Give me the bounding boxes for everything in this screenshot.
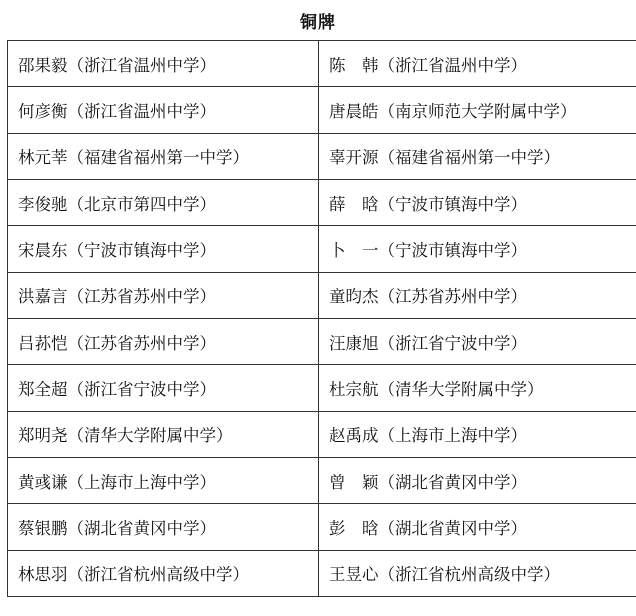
winner-cell: 林元莘（福建省福州第一中学） — [8, 133, 319, 179]
winner-cell: 薛 晗（宁波市镇海中学） — [319, 179, 636, 225]
table-row — [8, 550, 636, 596]
winner-cell: 郑全超（浙江省宁波中学） — [8, 365, 319, 411]
bronze-medal-table — [7, 40, 636, 597]
winner-cell: 林思羽（浙江省杭州高级中学） — [8, 550, 319, 596]
winner-cell: 邵果毅（浙江省温州中学） — [8, 41, 319, 87]
table-row — [8, 411, 636, 457]
winner-cell: 宋晨东（宁波市镇海中学） — [8, 226, 319, 272]
winner-cell: 李俊驰（北京市第四中学） — [8, 179, 319, 225]
winner-cell: 蔡银鹏（湖北省黄冈中学） — [8, 504, 319, 550]
winner-cell: 洪嘉言（江苏省苏州中学） — [8, 272, 319, 318]
winner-cell: 卜 一（宁波市镇海中学） — [319, 226, 636, 272]
winner-cell: 杜宗航（清华大学附属中学） — [319, 365, 636, 411]
winner-cell: 辜开源（福建省福州第一中学） — [319, 133, 636, 179]
table-row — [8, 318, 636, 364]
winner-cell: 何彦衡（浙江省温州中学） — [8, 87, 319, 133]
winner-cell: 赵禹成（上海市上海中学） — [319, 411, 636, 457]
table-row — [8, 504, 636, 550]
winner-cell: 王昱心（浙江省杭州高级中学） — [319, 550, 636, 596]
winner-cell: 陈 韩（浙江省温州中学） — [319, 41, 636, 87]
winner-cell: 汪康旭（浙江省宁波中学） — [319, 318, 636, 364]
winner-cell: 曾 颖（湖北省黄冈中学） — [319, 457, 636, 503]
table-row — [8, 272, 636, 318]
table-row — [8, 365, 636, 411]
winner-cell: 吕荪恺（江苏省苏州中学） — [8, 318, 319, 364]
winner-cell: 彭 晗（湖北省黄冈中学） — [319, 504, 636, 550]
winner-cell: 郑明尧（清华大学附属中学） — [8, 411, 319, 457]
winner-cell: 黄彧谦（上海市上海中学） — [8, 457, 319, 503]
winner-cell: 童昀杰（江苏省苏州中学） — [319, 272, 636, 318]
table-row — [8, 226, 636, 272]
table-row — [8, 133, 636, 179]
table-row — [8, 41, 636, 87]
table-row — [8, 179, 636, 225]
table-row — [8, 87, 636, 133]
page-title: 铜牌 — [300, 13, 336, 33]
table-row — [8, 457, 636, 503]
winner-cell: 唐晨皓（南京师范大学附属中学） — [319, 87, 636, 133]
